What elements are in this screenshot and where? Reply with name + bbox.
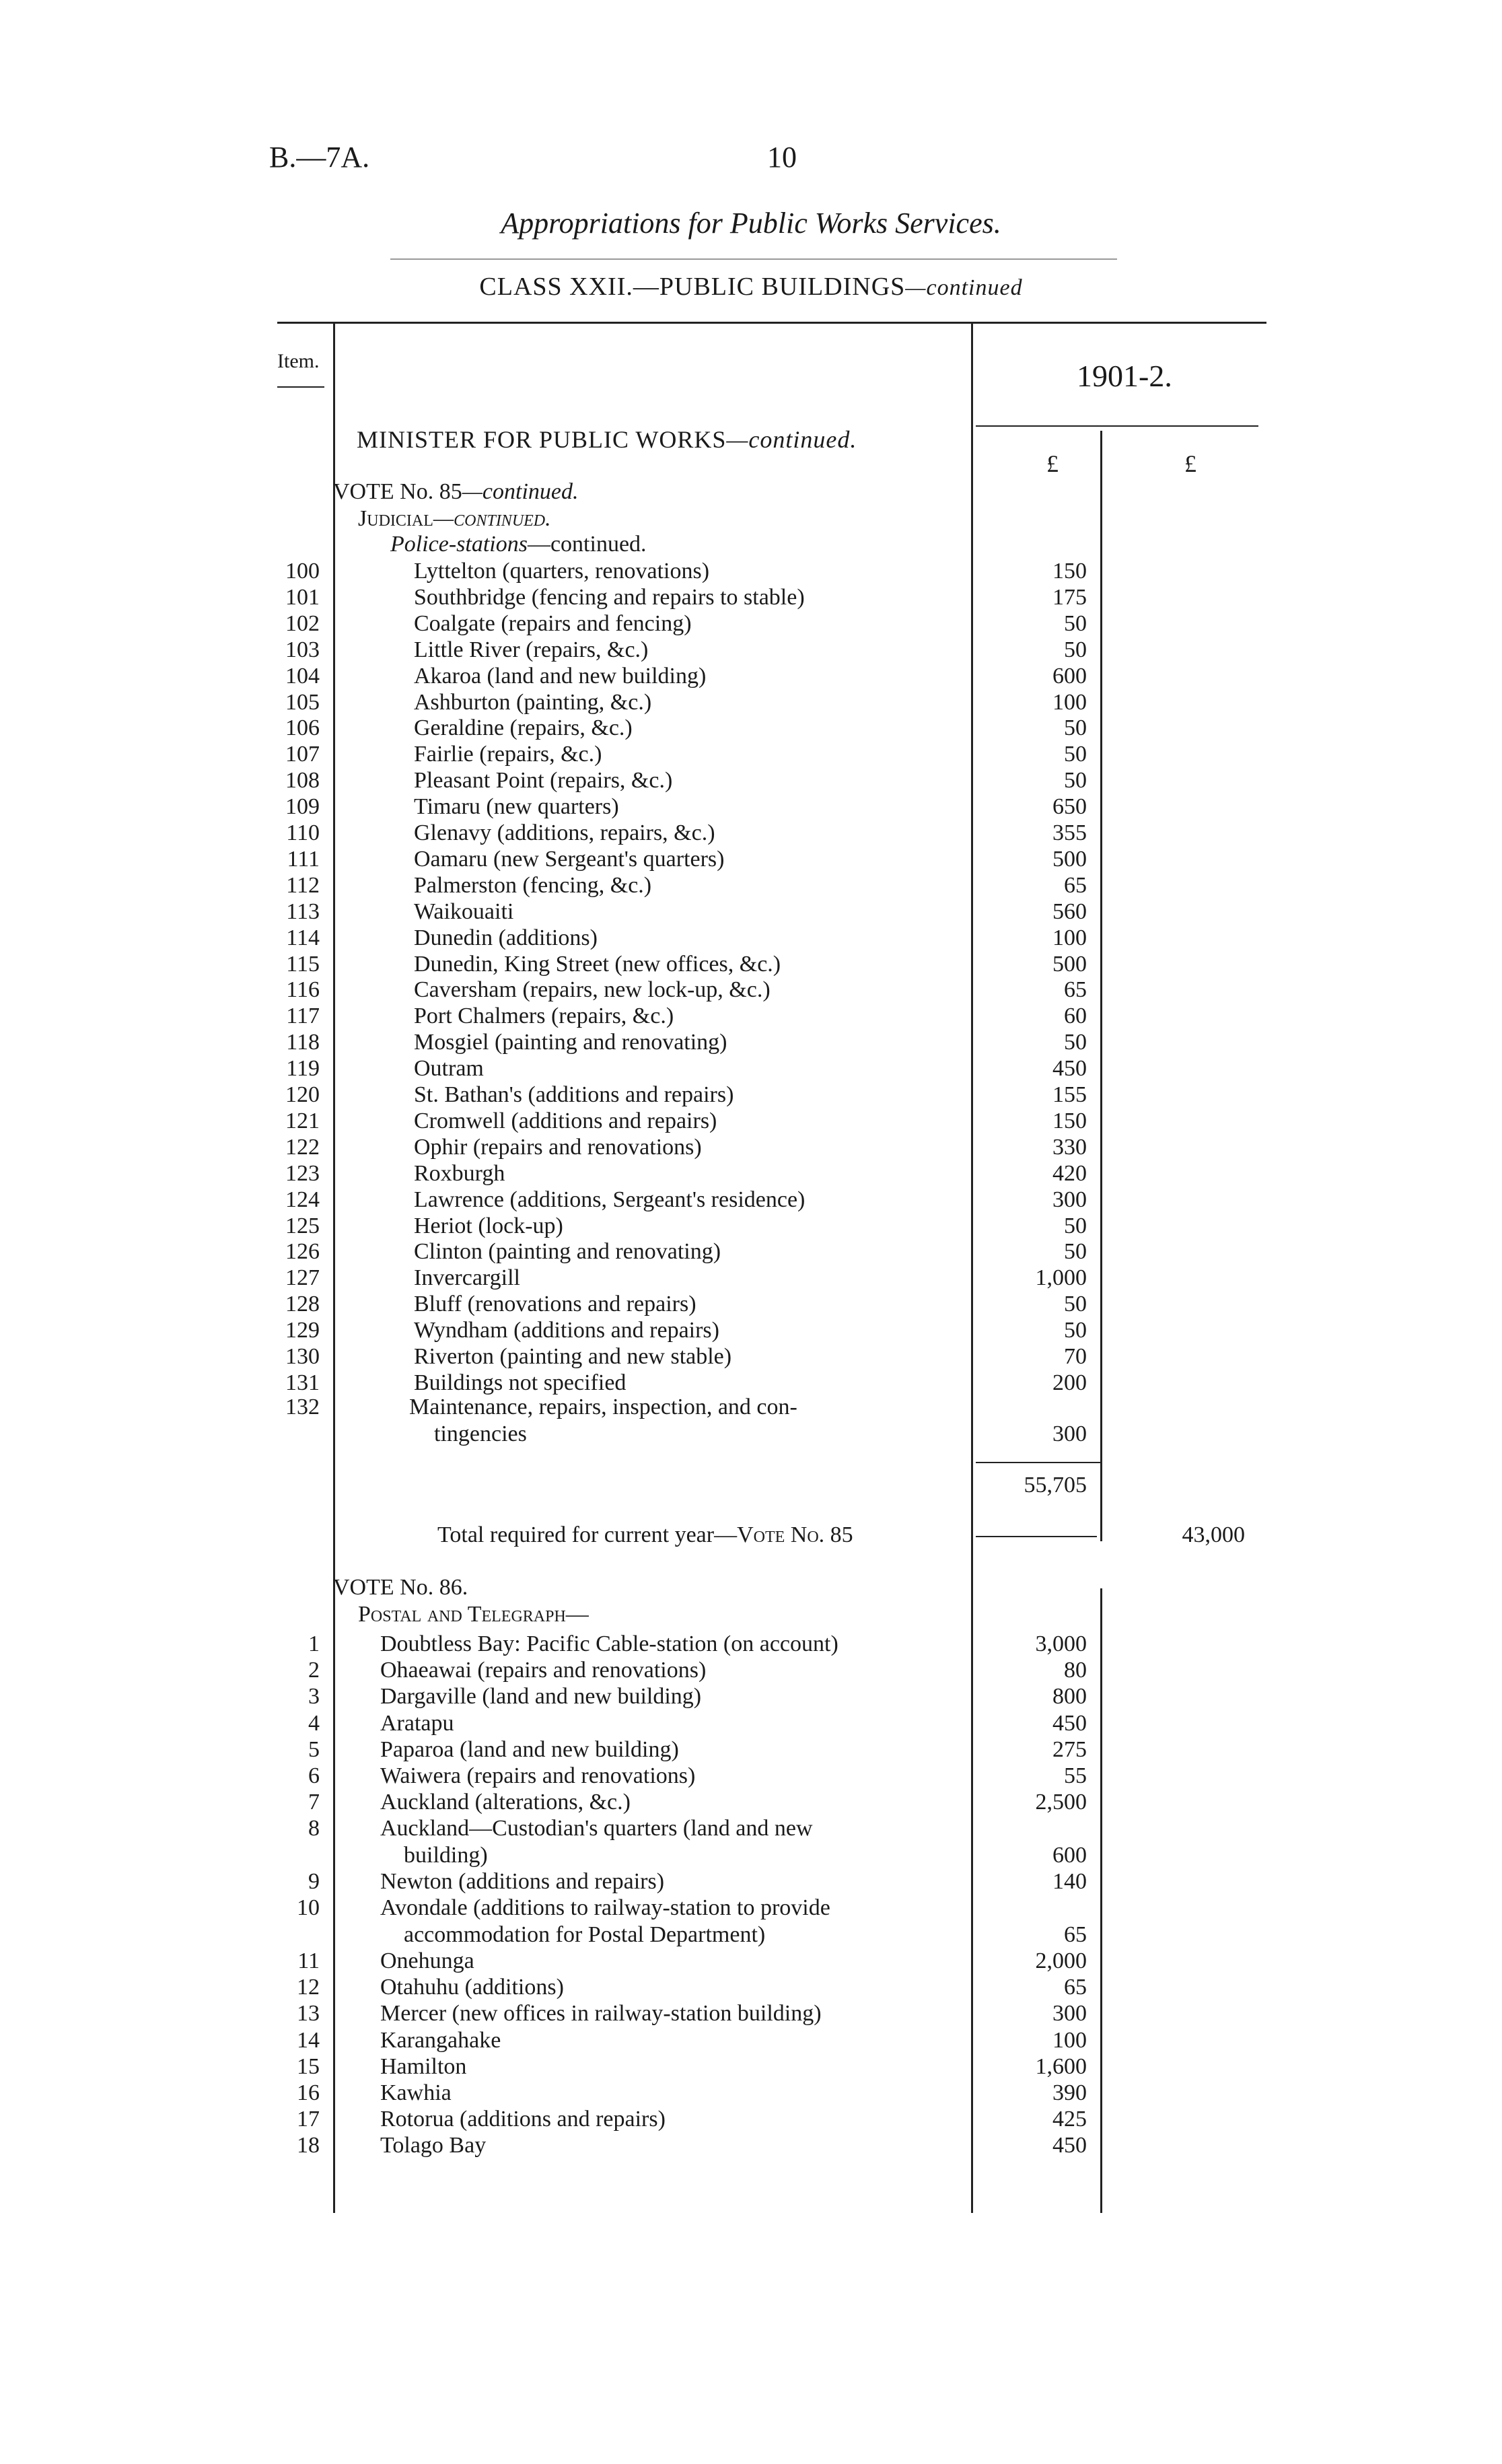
vote86-dept: Postal and Telegraph— <box>358 1602 589 1627</box>
item-description: Auckland (alterations, &c.) <box>380 1790 631 1815</box>
item-number: 121 <box>285 1108 320 1133</box>
item-number: 101 <box>285 584 320 610</box>
item-number: 110 <box>286 820 320 845</box>
item-number: 12 <box>297 1975 320 2000</box>
item-number: 100 <box>285 559 320 584</box>
item-amount: 450 <box>1052 2133 1087 2158</box>
item-amount: 800 <box>1052 1684 1087 1710</box>
item-number: 104 <box>285 663 320 689</box>
item-amount: 300 <box>1052 1421 1087 1446</box>
item-number: 10 <box>297 1895 320 1920</box>
item-number: 8 <box>308 1816 320 1841</box>
item-amount: 275 <box>1052 1736 1087 1762</box>
item-number: 6 <box>308 1763 320 1788</box>
item-description: Oamaru (new Sergeant's quarters) <box>414 846 725 872</box>
item-description: Rotorua (additions and repairs) <box>380 2107 666 2132</box>
item-number: 130 <box>285 1344 320 1369</box>
item-description: Caversham (repairs, new lock-up, &c.) <box>414 977 771 1003</box>
item-amount: 100 <box>1052 689 1087 715</box>
item-number: 18 <box>297 2133 320 2158</box>
item-amount: 600 <box>1052 663 1087 689</box>
item-amount: 300 <box>1052 1187 1087 1212</box>
item-amount: 50 <box>1064 742 1087 767</box>
item-amount: 55 <box>1064 1763 1087 1788</box>
minister-heading: MINISTER FOR PUBLIC WORKS—continued. <box>357 426 857 453</box>
item-description: Otahuhu (additions) <box>380 1975 564 2000</box>
item-number: 131 <box>285 1370 320 1395</box>
title-rule <box>390 258 1117 260</box>
item-description: Dunedin, King Street (new offices, &c.) <box>414 951 781 977</box>
item-amount: 2,500 <box>1035 1790 1087 1815</box>
vote85-dept: Judicial—continued. <box>358 506 551 531</box>
item-number: 116 <box>286 977 320 1003</box>
item-description: Mercer (new offices in railway-station building) <box>380 2001 822 2027</box>
item-description: Roxburgh <box>414 1160 505 1186</box>
subtotal-rule <box>976 1462 1101 1463</box>
item-amount: 65 <box>1064 1975 1087 2000</box>
item-description: Wyndham (additions and repairs) <box>414 1318 719 1343</box>
item-number: 102 <box>285 610 320 636</box>
item-amount: 450 <box>1052 1056 1087 1082</box>
item-description: Maintenance, repairs, inspection, and con- <box>409 1395 797 1419</box>
col2-unit: £ <box>1184 450 1196 477</box>
item-description: Outram <box>414 1056 484 1082</box>
item-description: Kawhia <box>380 2080 452 2105</box>
item-column-rule <box>333 322 335 2213</box>
item-description: Doubtless Bay: Pacific Cable-station (on account) <box>380 1631 838 1656</box>
vote86-label: VOTE No. 86. <box>333 1575 468 1600</box>
item-description: Glenavy (additions, repairs, &c.) <box>414 820 715 845</box>
item-amount: 500 <box>1052 846 1087 872</box>
item-amount: 560 <box>1052 899 1087 924</box>
item-description: Akaroa (land and new building) <box>414 663 707 689</box>
vote85-sub: Police-stations—continued. <box>390 532 647 557</box>
item-amount: 80 <box>1064 1658 1087 1683</box>
item-header-rule <box>277 386 324 388</box>
item-description: Riverton (painting and new stable) <box>414 1344 732 1369</box>
vote85-subtotal: 55,705 <box>1024 1473 1087 1498</box>
item-description: Ashburton (painting, &c.) <box>414 689 652 715</box>
item-amount: 150 <box>1052 559 1087 584</box>
item-amount: 200 <box>1052 1370 1087 1395</box>
item-description: Dargaville (land and new building) <box>380 1684 702 1710</box>
item-description: Aratapu <box>380 1710 454 1736</box>
item-amount: 390 <box>1052 2080 1087 2105</box>
vote85-total: 43,000 <box>1182 1522 1245 1547</box>
item-number: 126 <box>285 1239 320 1265</box>
item-description: Newton (additions and repairs) <box>380 1869 665 1894</box>
item-amount: 140 <box>1052 1869 1087 1894</box>
item-number: 17 <box>297 2107 320 2132</box>
item-number: 7 <box>308 1790 320 1815</box>
item-number: 103 <box>285 637 320 662</box>
item-number: 113 <box>286 899 320 924</box>
item-description: St. Bathan's (additions and repairs) <box>414 1082 734 1107</box>
page-title: Appropriations for Public Works Services. <box>501 207 1001 240</box>
item-description: Cromwell (additions and repairs) <box>414 1108 717 1133</box>
item-number: 127 <box>285 1265 320 1291</box>
item-number: 5 <box>308 1736 320 1762</box>
item-amount: 100 <box>1052 2027 1087 2053</box>
item-description: Invercargill <box>414 1265 520 1291</box>
item-number: 16 <box>297 2080 320 2105</box>
item-number: 120 <box>285 1082 320 1107</box>
item-amount: 60 <box>1064 1004 1087 1029</box>
item-amount: 65 <box>1064 872 1087 898</box>
item-amount: 355 <box>1052 820 1087 845</box>
item-column-header: Item. <box>277 350 320 372</box>
item-number: 114 <box>286 925 320 950</box>
item-description: Buildings not specified <box>414 1370 627 1395</box>
item-number: 111 <box>287 846 320 872</box>
item-amount: 70 <box>1064 1344 1087 1369</box>
item-amount: 100 <box>1052 925 1087 950</box>
item-description: Avondale (additions to railway-station to provide <box>380 1895 830 1920</box>
item-amount: 50 <box>1064 610 1087 636</box>
item-description: Geraldine (repairs, &c.) <box>414 715 633 741</box>
item-description: Bluff (renovations and repairs) <box>414 1292 696 1317</box>
item-number: 15 <box>297 2053 320 2079</box>
item-number: 118 <box>286 1030 320 1055</box>
item-description: Hamilton <box>380 2053 467 2079</box>
item-amount: 650 <box>1052 794 1087 820</box>
item-description: Dunedin (additions) <box>414 925 598 950</box>
col1-unit: £ <box>1046 450 1059 477</box>
item-amount: 175 <box>1052 584 1087 610</box>
item-number: 129 <box>285 1318 320 1343</box>
item-number: 14 <box>297 2027 320 2053</box>
item-description-cont: tingencies <box>434 1421 527 1446</box>
item-amount: 500 <box>1052 951 1087 977</box>
item-amount: 155 <box>1052 1082 1087 1107</box>
year-rule <box>976 425 1258 427</box>
year-header: 1901-2. <box>1077 359 1172 393</box>
item-amount: 3,000 <box>1035 1631 1087 1656</box>
item-number: 1 <box>308 1631 320 1656</box>
item-description-cont: building) <box>404 1843 488 1868</box>
item-number: 132 <box>285 1395 320 1419</box>
vote85-total-label: Total required for current year—Vote No. 85 <box>437 1522 853 1547</box>
item-description: Auckland—Custodian's quarters (land and new <box>380 1816 813 1841</box>
subamount-column-rule-1 <box>1100 431 1102 1541</box>
item-amount: 1,600 <box>1035 2053 1087 2079</box>
item-amount: 330 <box>1052 1134 1087 1160</box>
item-number: 13 <box>297 2001 320 2027</box>
item-amount: 65 <box>1064 977 1087 1003</box>
item-amount: 150 <box>1052 1108 1087 1133</box>
item-description: Port Chalmers (repairs, &c.) <box>414 1004 674 1029</box>
item-amount: 50 <box>1064 1213 1087 1238</box>
item-description: Southbridge (fencing and repairs to stable) <box>414 584 805 610</box>
item-description: Karangahake <box>380 2027 501 2053</box>
item-description: Coalgate (repairs and fencing) <box>414 610 692 636</box>
item-amount: 450 <box>1052 1710 1087 1736</box>
class-title: CLASS XXII.—PUBLIC BUILDINGS—continued <box>479 273 1023 301</box>
item-amount: 50 <box>1064 1292 1087 1317</box>
item-number: 109 <box>285 794 320 820</box>
item-number: 124 <box>285 1187 320 1212</box>
item-amount: 50 <box>1064 1030 1087 1055</box>
item-number: 117 <box>286 1004 320 1029</box>
item-description: Ohaeawai (repairs and renovations) <box>380 1658 707 1683</box>
item-description: Palmerston (fencing, &c.) <box>414 872 652 898</box>
item-amount: 300 <box>1052 2001 1087 2027</box>
item-number: 2 <box>308 1658 320 1683</box>
item-number: 108 <box>285 768 320 794</box>
item-amount: 50 <box>1064 1239 1087 1265</box>
item-description: Waiwera (repairs and renovations) <box>380 1763 696 1788</box>
item-description: Heriot (lock-up) <box>414 1213 563 1238</box>
item-amount: 425 <box>1052 2107 1087 2132</box>
item-description: Ophir (repairs and renovations) <box>414 1134 702 1160</box>
item-amount: 50 <box>1064 637 1087 662</box>
item-description: Fairlie (repairs, &c.) <box>414 742 602 767</box>
item-description: Timaru (new quarters) <box>414 794 619 820</box>
item-description: Lawrence (additions, Sergeant's residence) <box>414 1187 806 1212</box>
table-top-rule <box>277 322 1266 324</box>
item-number: 3 <box>308 1684 320 1710</box>
item-number: 119 <box>286 1056 320 1082</box>
document-code: B.—7A. <box>269 141 370 174</box>
item-number: 107 <box>285 742 320 767</box>
item-amount: 420 <box>1052 1160 1087 1186</box>
page-number: 10 <box>767 141 797 174</box>
item-description: Tolago Bay <box>380 2133 487 2158</box>
item-amount: 2,000 <box>1035 1948 1087 1973</box>
item-description: Little River (repairs, &c.) <box>414 637 649 662</box>
item-description: Mosgiel (painting and renovating) <box>414 1030 727 1055</box>
item-description: Waikouaiti <box>414 899 514 924</box>
item-amount: 50 <box>1064 715 1087 741</box>
item-number: 112 <box>286 872 320 898</box>
item-number: 128 <box>285 1292 320 1317</box>
item-number: 123 <box>285 1160 320 1186</box>
item-description: Pleasant Point (repairs, &c.) <box>414 768 673 794</box>
item-description: Onehunga <box>380 1948 474 1973</box>
item-description: Paparoa (land and new building) <box>380 1736 679 1762</box>
item-amount: 50 <box>1064 768 1087 794</box>
subamount-column-rule-2 <box>1100 1588 1102 2213</box>
item-amount: 50 <box>1064 1318 1087 1343</box>
item-number: 9 <box>308 1869 320 1894</box>
item-amount: 600 <box>1052 1843 1087 1868</box>
total-rule <box>976 1536 1097 1537</box>
item-number: 11 <box>297 1948 320 1973</box>
vote85-label: VOTE No. 85—continued. <box>333 479 579 504</box>
item-number: 125 <box>285 1213 320 1238</box>
item-number: 115 <box>286 951 320 977</box>
item-amount: 65 <box>1064 1922 1087 1947</box>
item-number: 4 <box>308 1710 320 1736</box>
item-amount: 1,000 <box>1035 1265 1087 1291</box>
item-description-cont: accommodation for Postal Department) <box>404 1922 766 1947</box>
item-number: 106 <box>285 715 320 741</box>
item-description: Lyttelton (quarters, renovations) <box>414 559 710 584</box>
item-description: Clinton (painting and renovating) <box>414 1239 721 1265</box>
item-number: 105 <box>285 689 320 715</box>
item-number: 122 <box>285 1134 320 1160</box>
